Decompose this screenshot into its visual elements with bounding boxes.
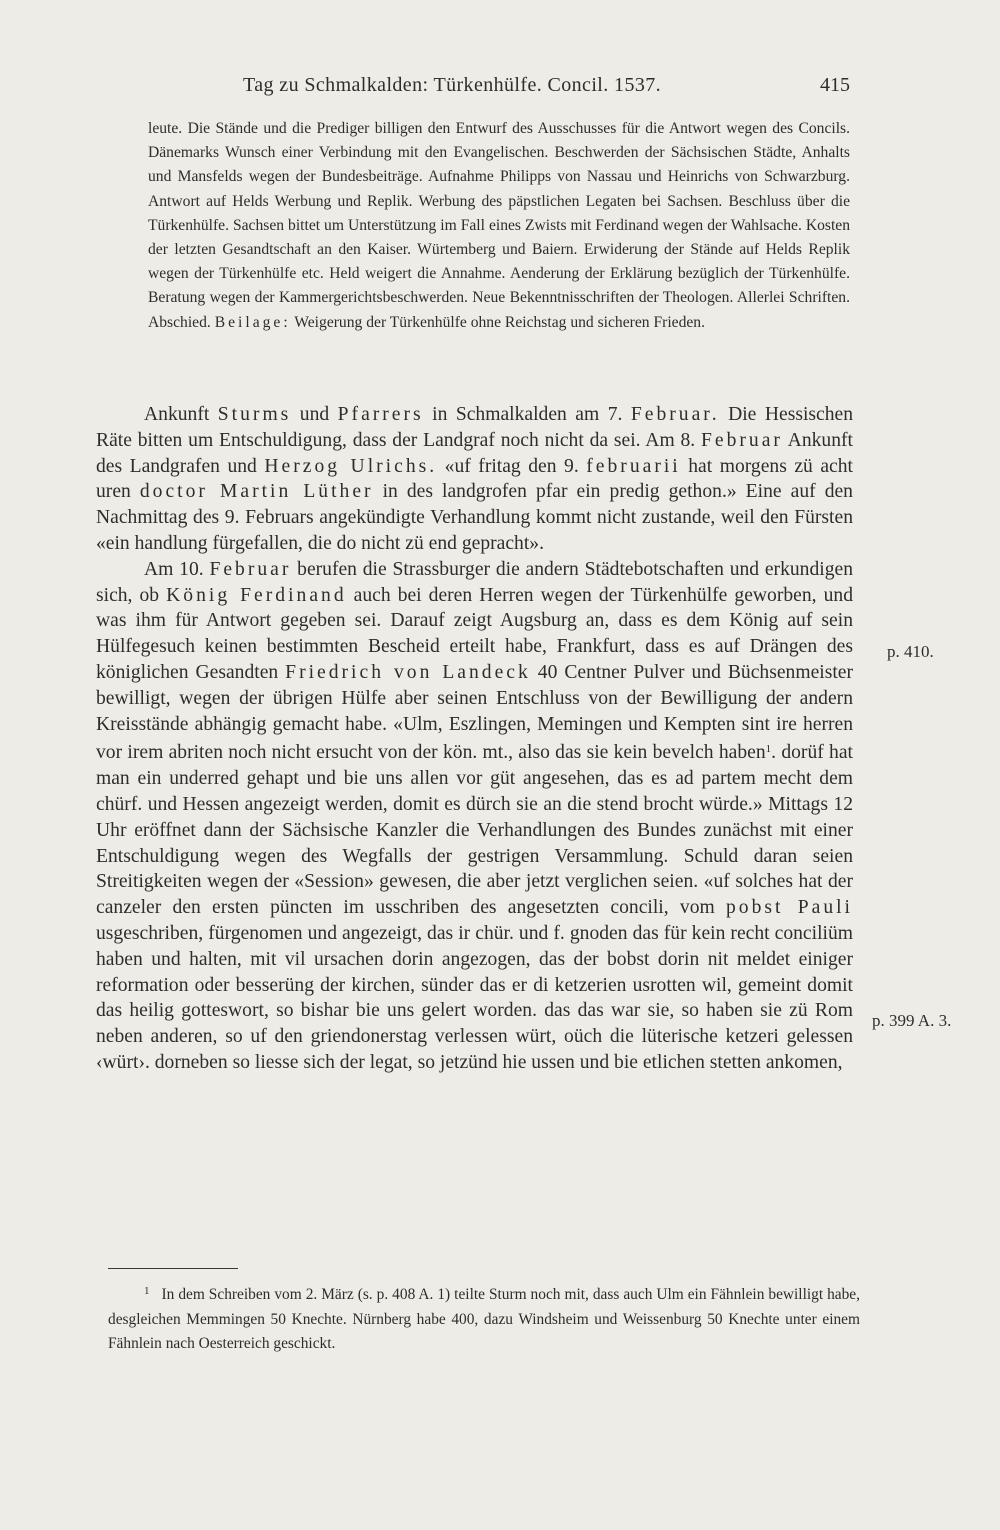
margin-reference: p. 410.	[887, 642, 934, 661]
footnote	[108, 1279, 860, 1357]
spaced-name: pobst Pauli	[726, 897, 853, 919]
footnote-paragraph	[108, 1279, 860, 1357]
text-run: 40 Centner Pulver und Büchsenmeister bewilligt, wegen der übrigen Hülfe aber seinen Entschluss von der Bewilligung der andern Kreisstände abhängig gemacht habe. «Ulm, Eszlingen, Memingen und Kempten sint ire herren vor irem abriten noch nicht ersucht von der kön. mt., also das sie kein bevelch haben	[96, 661, 853, 764]
footnote-divider	[108, 1268, 238, 1269]
text-run: in Schmalkalden am 7.	[423, 404, 631, 425]
summary-beilage-label: Beilage:	[214, 313, 291, 331]
text-run: auch bei deren Herren wegen der Türkenhülfe geworben, und was ihm für Antwort gegeben sei. Darauf zeigt Augsburg an, dass es dem König auf sein Hülfegesuch keinen bestimmten Bescheid erteilt habe, Frankfurt, dass es auf Drängen des königlichen Gesandten	[96, 584, 853, 683]
text-run: und	[291, 404, 338, 425]
text-run: «uf fritag den 9.	[437, 455, 587, 477]
margin-reference: p. 399 A. 3.	[872, 1011, 952, 1030]
page-number: 415	[820, 74, 850, 96]
spaced-name: Friedrich von Landeck	[285, 661, 531, 683]
body-paragraph-2	[96, 557, 853, 1076]
spaced-date: Februar	[701, 429, 783, 451]
page-header	[0, 74, 1000, 104]
main-text	[96, 402, 853, 1076]
spaced-name: Sturms	[217, 404, 292, 425]
spaced-date: Februar.	[630, 404, 720, 425]
summary-paragraph	[148, 117, 850, 335]
footnote-mark: 1	[144, 1285, 150, 1297]
text-run: Ankunft	[144, 404, 218, 425]
running-title: Tag zu Schmalkalden: Türkenhülfe. Concil. 1537.	[243, 74, 662, 96]
spaced-date: februarii	[586, 455, 681, 477]
spaced-name: Herzog Ulrichs.	[264, 455, 438, 477]
text-run: Die Hessischen Räte bitten um Entschuldigung, dass der Landgraf noch nicht da sei. Am 8.	[96, 404, 853, 451]
summary-text: leute. Die Stände und die Prediger billigen den Entwurf des Ausschusses für die Antwort wegen des Concils. Dänemarks Wunsch einer Verbindung mit den Evangelischen. Beschwerden der Sächsischen Städte, Anhalts und Mansfelds wegen der Bundesbeiträge. Aufnahme Philipps von Nassau und Heinrichs von Schwarzburg. Antwort auf Helds Werbung und Replik. Werbung des päpstlichen Legaten bei Sachsen. Beschluss über die Türkenhülfe. Sachsen bittet um Unterstützung im Fall eines Zwists mit Ferdinand wegen der Wahlsache. Kosten der letzten Gesandtschaft an den Kaiser. Würtemberg und Baiern. Erwiderung der Stände auf Helds Replik wegen der Türkenhülfe etc. Held weigert die Annahme. Aenderung der Erklärung bezüglich der Türkenhülfe. Beratung wegen der Kammergerichtsbeschwerden. Neue Bekenntnisschriften der Theologen. Allerlei Schriften. Abschied.	[148, 120, 850, 331]
text-run: Am 10.	[144, 558, 210, 580]
text-run: berufen die Strassburger die andern Städtebotschaften und erkundigen sich, ob	[96, 558, 853, 606]
spaced-name: doctor Martin Lüther	[139, 481, 374, 503]
text-run: Ankunft des Landgrafen und	[96, 429, 853, 477]
text-run: usgeschriben, fürgenomen und angezeigt, das ir chür. und f. gnoden das für kein recht conciliüm haben und halten, mit vil ursachen dorin angezogen, das der bobst dorin nit meldet einiger reformation oder besserüng der kirchen, sünder das er di ketzerien usrotten wil, gemeint domit das heilig gotteswort, so bishar bie uns gelert worden. das das war sie, so haben sie zü Rom neben anderen, so uf den griendonerstag verlessen würt, oüch die lüterische ketzeri gelessen ‹würt›. dorneben so liesse sich der legat, so jetzünd hie ussen und bie etlichen stetten ankomen,	[96, 922, 853, 1073]
text-run: hat morgens zü acht uren	[96, 455, 853, 503]
summary-beilage-text: Weigerung der Türkenhülfe ohne Reichstag und sicheren Frieden.	[294, 313, 705, 331]
footnote-reference[interactable]: 1	[765, 743, 772, 756]
spaced-date: Februar	[209, 558, 292, 580]
spaced-name: König Ferdinand	[166, 584, 347, 606]
text-run: . dorüf hat man ein underred gehapt und bie uns allen vor güt angesehen, das es ad partem mecht dem chürf. und Hessen angezeigt werden, domit es dürch sie an die stend brocht würde.» Mittags 12 Uhr eröffnet dann der Sächsische Kanzler die Verhandlungen des Bundes zunächst mit einer Entschuldigung wegen des Wegfalls der gestrigen Versammlung. Schuld daran seien Streitigkeiten wegen der «Session» gewesen, die aber jetzt verglichen seien. «uf solches hat der canzeler den ersten püncten im usschriben des angesetzten concili, vom	[96, 742, 853, 919]
spaced-name: Pfarrers	[337, 404, 424, 425]
body-paragraph-1	[96, 402, 853, 557]
text-run: in des landgrofen pfar ein predig gethon.» Eine auf den Nachmittag des 9. Februars angekündigte Verhandlung kommt nicht zustande, weil den Fürsten «ein handlung fürgefallen, die do nicht zü end gepracht».	[96, 481, 853, 554]
chapter-summary	[148, 117, 850, 335]
footnote-text: In dem Schreiben vom 2. März (s. p. 408 A. 1) teilte Sturm noch mit, dass auch Ulm ein Fähnlein bewilligt habe, desgleichen Memmingen 50 Knechte. Nürnberg habe 400, dazu Windsheim und Weissenburg 50 Knechte unter einem Fähnlein nach Oesterreich geschickt.	[108, 1286, 860, 1352]
